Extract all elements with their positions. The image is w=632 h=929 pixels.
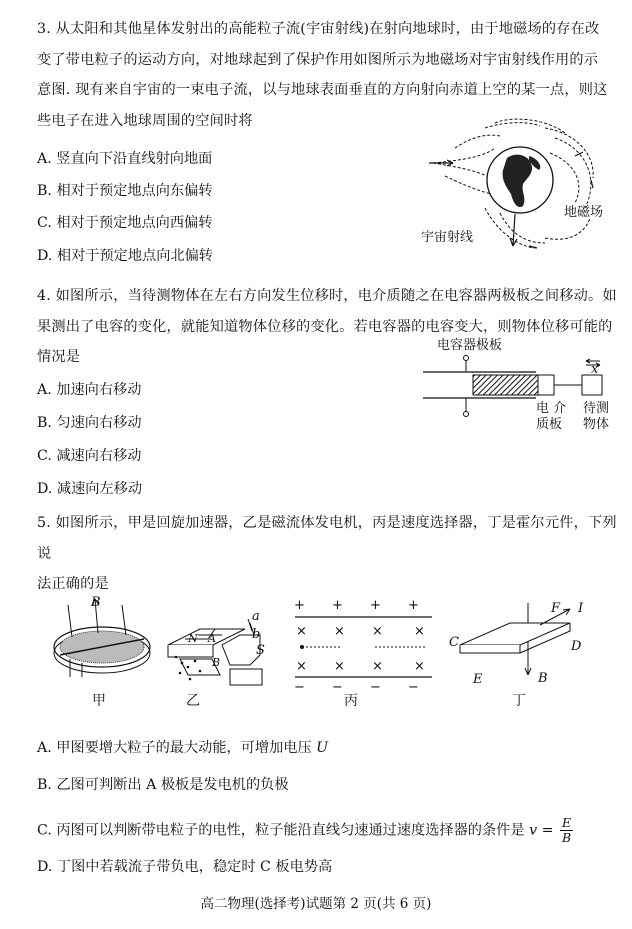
object-label-1: 待测 <box>583 401 610 416</box>
q3-option-d: D. 相对于预定地点向北偏转 <box>37 248 213 264</box>
fig-ding-e-label: E <box>473 672 483 687</box>
svg-text:−: − <box>294 680 305 695</box>
q3-line: 些电子在进入地球周围的空间时将 <box>37 112 253 129</box>
svg-text:×: × <box>372 659 383 674</box>
svg-text:+: + <box>370 598 381 613</box>
svg-text:+: + <box>408 598 419 613</box>
q4-option-a: A. 加速向右移动 <box>37 382 142 398</box>
q4-line: 情况是 <box>37 349 81 365</box>
fig-jia-b-label: B <box>91 595 101 610</box>
caption-bing: 丙 <box>344 693 358 709</box>
fig-ding-f-label: F <box>551 601 561 616</box>
q5-option-a-text: A. 甲图要增大粒子的最大动能，可增加电压 <box>37 740 317 756</box>
caption-ding: 丁 <box>512 693 526 709</box>
q5-option-c-eq: = <box>537 822 559 839</box>
fig-yi-a-plate-label: A <box>208 632 216 645</box>
q5-option-c-text: C. 丙图可以判断带电粒子的电性，粒子能沿直线匀速通过速度选择器的条件是 <box>37 822 530 839</box>
svg-text:×: × <box>372 624 383 639</box>
q3-line: 3. 从太阳和其他星体发射出的高能粒子流(宇宙射线)在射向地球时，由于地磁场的存在改 <box>37 21 600 37</box>
svg-text:×: × <box>296 659 307 674</box>
caption-yi: 乙 <box>186 693 200 709</box>
caption-jia: 甲 <box>92 693 106 709</box>
fraction-numerator: E <box>560 816 573 831</box>
q5-figures <box>40 595 620 695</box>
q5-option-d: D. 丁图中若载流子带负电，稳定时 C 板电势高 <box>37 859 333 875</box>
svg-text:×: × <box>414 624 425 639</box>
q3-line: 意图. 现有来自宇宙的一束电子流，以与地球表面垂直的方向射向赤道上空的某一点，则这 <box>37 82 608 98</box>
fig-yi-b-label: b <box>252 627 261 642</box>
q5-line: 5. 如图所示，甲是回旋加速器，乙是磁流体发电机，丙是速度选择器，丁是霍尔元件，下列说 <box>37 515 617 562</box>
displacement-x-label: x <box>591 362 599 377</box>
q5-line: 法正确的是 <box>37 576 109 592</box>
dielectric-label-1: 电 介 <box>536 401 567 416</box>
q3-option-c: C. 相对于预定地点向西偏转 <box>37 215 213 231</box>
q5-stem <box>37 508 617 600</box>
fig-yi-s-label: S <box>256 643 265 658</box>
q3-option-a: A. 竖直向下沿直线射向地面 <box>37 151 213 167</box>
q5-option-c-fraction <box>560 816 573 845</box>
fraction-denominator: B <box>562 830 572 845</box>
fig-yi-a-label: a <box>252 609 260 624</box>
cosmic-ray-label: 宇宙射线 <box>421 230 474 245</box>
svg-text:−: − <box>370 680 381 695</box>
svg-text:+: + <box>294 598 305 613</box>
object-label-2: 物体 <box>583 417 610 432</box>
fig-yi-b-plate-label: B <box>212 656 221 669</box>
q5-option-c <box>37 816 573 845</box>
svg-text:×: × <box>414 659 425 674</box>
q4-line: 4. 如图所示，当待测物体在左右方向发生位移时，电介质随之在电容器两极板之间移动。如 <box>37 288 617 304</box>
fig-yi-n-label: N <box>188 632 198 645</box>
q4-option-c: C. 减速向右移动 <box>37 448 142 464</box>
q3-option-b: B. 相对于预定地点向东偏转 <box>37 183 213 199</box>
svg-text:−: − <box>408 680 419 695</box>
svg-text:+: + <box>332 598 343 613</box>
svg-text:−: − <box>332 680 343 695</box>
earth-field-label: 地磁场 <box>564 205 604 220</box>
q5-option-a-var: U <box>316 740 329 756</box>
q4-line: 果测出了电容的变化，就能知道物体位移的变化。若电容器的电容变大，则物体位移可能的 <box>37 318 613 335</box>
q4-option-b: B. 匀速向右移动 <box>37 415 142 431</box>
cyclotron-figure <box>54 599 150 677</box>
svg-text:×: × <box>296 624 307 639</box>
mhd-generator-figure <box>168 619 262 685</box>
svg-text:×: × <box>334 659 345 674</box>
capacitor-plate-label: 电容器极板 <box>437 338 503 353</box>
q3-line: 变了带电粒子的运动方向，对地球起到了保护作用如图所示为地磁场对宇宙射线作用的示 <box>37 51 599 68</box>
q5-option-b: B. 乙图可判断出 A 极板是发电机的负极 <box>37 777 289 793</box>
fig-ding-d-label: D <box>571 639 582 654</box>
q5-option-a <box>37 738 328 758</box>
q5-option-c-v: v <box>529 822 538 839</box>
fig-ding-i-label: I <box>578 601 584 616</box>
svg-text:×: × <box>334 624 345 639</box>
dielectric-label-2: 质板 <box>536 417 563 432</box>
fig-ding-c-label: C <box>449 635 459 650</box>
page-footer: 高二物理(选择考)试题第 2 页(共 6 页) <box>200 896 432 912</box>
velocity-selector-figure <box>294 598 432 695</box>
q4-option-d: D. 减速向左移动 <box>37 481 143 497</box>
fig-ding-b-label: B <box>538 671 548 686</box>
